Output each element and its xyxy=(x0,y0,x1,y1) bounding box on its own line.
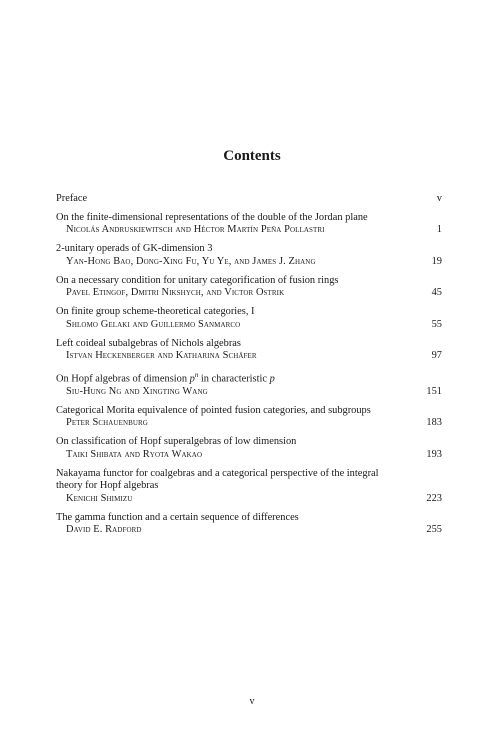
entry-page: 193 xyxy=(426,448,442,460)
entry-title: The gamma function and a certain sequence of differences xyxy=(56,511,299,523)
toc-entry[interactable] xyxy=(56,436,442,461)
entry-title-line-1: Nakayama functor for coalgebras and a categorical perspective of the integral xyxy=(56,467,379,479)
entry-title: Left coideal subalgebras of Nichols algebras xyxy=(56,337,241,349)
entry-authors: Kenichi Shimizu xyxy=(66,492,133,504)
entry-title-prefix: On Hopf algebras of dimension xyxy=(56,373,190,385)
entry-page: 151 xyxy=(426,385,442,397)
entry-title-suffix: in characteristic xyxy=(198,373,270,385)
math-base: p xyxy=(189,373,195,385)
entry-authors: Yan-Hong Bao, Dong-Xing Fu, Yu Ye, and James J. Zhang xyxy=(66,255,316,267)
entry-page: 1 xyxy=(436,224,442,236)
entry-page: 19 xyxy=(431,255,442,267)
toc-entry[interactable] xyxy=(56,512,442,537)
toc-entry[interactable] xyxy=(56,468,442,505)
toc-entry[interactable] xyxy=(56,275,442,300)
math-exponent: n xyxy=(194,371,199,380)
toc-entry[interactable] xyxy=(56,338,442,363)
entry-title xyxy=(56,369,442,386)
toc-entry-preface[interactable] xyxy=(56,193,442,205)
entry-page: 255 xyxy=(426,523,442,535)
toc-entry[interactable] xyxy=(56,306,442,331)
entry-page: 223 xyxy=(426,492,442,504)
entry-authors: Peter Schauenburg xyxy=(66,417,148,429)
entry-authors: Istvan Heckenberger and Katharina Schäfer xyxy=(66,350,257,362)
entry-authors: Shlomo Gelaki and Guillermo Sanmarco xyxy=(66,318,241,330)
entry-authors: David E. Radford xyxy=(66,523,142,535)
contents-heading: Contents xyxy=(223,148,281,164)
entry-authors: Siu-Hung Ng and Xingting Wang xyxy=(66,385,208,397)
entry-title-line-2: theory for Hopf algebras xyxy=(56,480,159,492)
entry-title: On a necessary condition for unitary categorification of fusion rings xyxy=(56,274,339,286)
entry-page: 45 xyxy=(431,287,442,299)
entry-title: Categorical Morita equivalence of pointed fusion categories, and subgroups xyxy=(56,404,371,416)
entry-page: 97 xyxy=(431,350,442,362)
toc-entry[interactable] xyxy=(56,405,442,430)
entry-authors: Nicolás Andruskiewitsch and Héctor Martín Peña Pollastri xyxy=(66,224,325,236)
toc-entry[interactable] xyxy=(56,212,442,237)
entry-page: 183 xyxy=(426,417,442,429)
page-number: v xyxy=(249,696,255,707)
entry-title: 2-unitary operads of GK-dimension 3 xyxy=(56,243,213,255)
entry-title: On finite group scheme-theoretical categories, I xyxy=(56,306,255,318)
entry-authors: Taiki Shibata and Ryota Wakao xyxy=(66,448,203,460)
toc-entry[interactable] xyxy=(56,243,442,268)
entry-title: On the finite-dimensional representations of the double of the Jordan plane xyxy=(56,212,368,223)
entry-page: v xyxy=(436,193,442,204)
table-of-contents xyxy=(56,193,442,543)
entry-title: Preface xyxy=(56,193,88,204)
toc-entry[interactable] xyxy=(56,369,442,398)
entry-title: On classification of Hopf superalgebras of low dimension xyxy=(56,436,297,448)
entry-page: 55 xyxy=(431,318,442,330)
entry-authors: Pavel Etingof, Dmitri Nikshych, and Victor Ostrik xyxy=(66,287,285,299)
math-variable: p xyxy=(269,373,275,385)
